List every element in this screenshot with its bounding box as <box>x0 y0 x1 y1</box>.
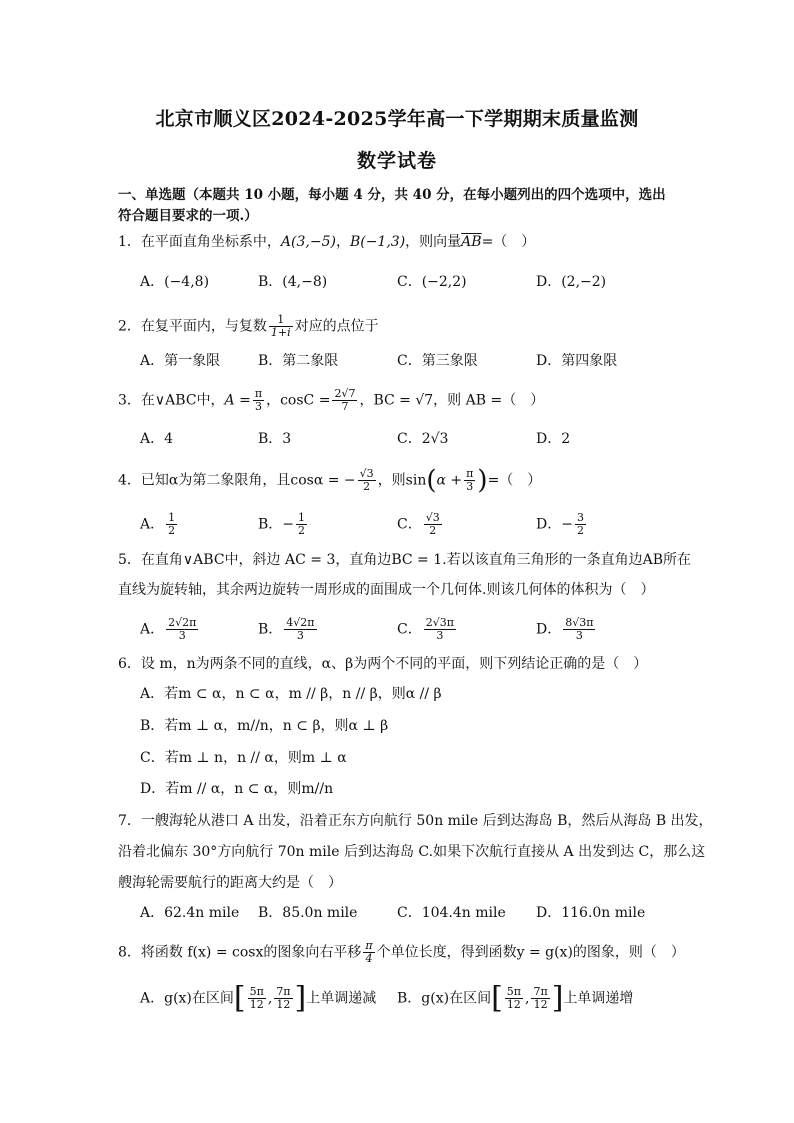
q2-option-a: A．第一象限 <box>140 353 221 369</box>
q7-option-c: C．104.4n mile <box>397 905 506 921</box>
q8-number: 8． <box>118 944 141 961</box>
q8-option-a <box>140 980 377 1016</box>
q8-shift-num: π <box>365 939 373 952</box>
q6-option-b: B．若m ⊥ α，m//n，n ⊂ β，则α ⊥ β <box>140 718 389 734</box>
q4-option-a-frac <box>166 512 177 537</box>
question-3 <box>118 388 544 413</box>
question-8 <box>118 940 685 965</box>
q4-option-a <box>140 512 179 537</box>
q5-number: 5． <box>118 552 141 568</box>
q4-option-c-den: 2 <box>429 524 437 537</box>
q1-option-a: A．(−4,8) <box>140 274 210 290</box>
q8-a-frac2 <box>274 986 292 1011</box>
q8-b-frac2 <box>531 986 549 1011</box>
q3-cond-bc: ，BC = √7 <box>359 392 434 409</box>
q5-option-a-label: A． <box>140 621 165 638</box>
q8-b-frac1 <box>505 986 523 1011</box>
q5-option-b-den: 3 <box>296 629 304 642</box>
question-4 <box>118 465 542 496</box>
q1-stem-post: =（ ） <box>481 234 536 250</box>
q8-stem-pre: 将函数 f(x) = cosx的图象向右平移 <box>140 944 362 961</box>
q8-b-n2: 7π <box>533 985 548 998</box>
question-5-line2: 直线为旋转轴，其余两边旋转一周形成的面围成一个几何体.则该几何体的体积为（ ） <box>118 582 655 598</box>
q3-frac-a-num: π <box>254 387 263 400</box>
question-5-line1 <box>118 550 691 570</box>
q8-b-sep: , <box>525 990 530 1007</box>
q1-option-b: B．(4,−8) <box>258 274 328 290</box>
q8-b-right-bracket: ] <box>551 980 564 1016</box>
q4-stem-pre: 已知α为第二象限角，且 <box>140 472 291 489</box>
q1-stem-mid: ，则向量 <box>405 234 462 250</box>
q3-option-d: D．2 <box>536 431 571 447</box>
q4-option-a-label: A． <box>140 516 165 533</box>
q4-cos-expr: cosα = − <box>290 472 356 489</box>
q8-a-d1: 12 <box>249 998 264 1011</box>
question-1: 1．在平面直角坐标系中，A(3,−5)，B(−1,3)，则向量$\overline{AB}=$（ ） <box>118 234 536 250</box>
q4-option-b-num: 1 <box>298 511 306 524</box>
q6-option-c: C．若m ⊥ n，n // α，则m ⊥ α <box>140 750 347 766</box>
q6-option-a: A．若m ⊂ α，n ⊂ α，m // β，n // β，则α // β <box>140 686 442 702</box>
q8-b-n1: 5π <box>506 985 522 998</box>
q4-sin-arg: α + <box>436 472 463 489</box>
q6-stem: 设 m，n为两条不同的直线，α、β为两个不同的平面，则下列结论正确的是（ ） <box>140 656 648 672</box>
q7-option-b: B．85.0n mile <box>258 905 358 921</box>
q4-option-d-frac <box>575 512 586 537</box>
q5-option-d <box>536 617 597 642</box>
q2-frac-num: 1 <box>269 314 293 327</box>
q1-option-c: C．(−2,2) <box>397 274 467 290</box>
q2-option-b: B．第二象限 <box>258 353 339 369</box>
q3-option-c: C．2√3 <box>397 431 449 447</box>
q4-option-b-den: 2 <box>298 524 306 537</box>
q8-option-b <box>397 980 634 1016</box>
q4-number: 4． <box>118 472 141 489</box>
q4-stem-mid: ，则sin <box>377 472 427 489</box>
q5-option-c-frac <box>424 617 456 642</box>
q1-number: 1． <box>118 234 141 250</box>
q6-number: 6． <box>118 656 141 672</box>
q5-option-c-num: 2√3π <box>425 616 454 629</box>
q5-option-b <box>258 617 319 642</box>
q4-option-a-num: 1 <box>168 511 176 524</box>
q4-stem-post: =（ ） <box>487 472 542 489</box>
q3-frac-c-den: 7 <box>341 400 349 413</box>
q8-option-b-post: 上单调递增 <box>563 990 634 1007</box>
question-7-line2: 沿着北偏东 30°方向航行 70n mile 后到达海岛 C.如果下次航行直接从 A 出发到达 C，那么这 <box>118 844 706 860</box>
q5-line1: 在直角∨ABC中，斜边 AC = 3，直角边BC = 1.若以该直角三角形的一条直角边AB所在 <box>140 552 691 568</box>
q1-point-a: A(3,−5) <box>280 234 336 250</box>
q2-frac-den: 1+i <box>270 326 291 339</box>
q4-option-c-frac <box>424 512 442 537</box>
q8-a-frac1 <box>248 986 266 1011</box>
q3-stem-pre: 在∨ABC中， <box>140 392 225 409</box>
q8-a-d2: 12 <box>276 998 291 1011</box>
q7-option-d: D．116.0n mile <box>536 905 646 921</box>
q8-a-n1: 5π <box>249 985 264 998</box>
q8-option-a-pre: A．g(x)在区间 <box>140 990 234 1007</box>
q3-cond-a: A = <box>224 392 251 409</box>
q2-fraction <box>269 314 293 339</box>
q5-option-b-label: B． <box>258 621 283 638</box>
question-6 <box>118 654 647 674</box>
q5-option-b-num: 4√2π <box>286 616 315 629</box>
q1-option-d: D．(2,−2) <box>536 274 607 290</box>
q4-option-b-label: B．− <box>258 516 295 533</box>
exam-subtitle: 数学试卷 <box>356 150 437 172</box>
q7-number: 7． <box>118 813 141 829</box>
q5-option-b-frac <box>284 617 316 642</box>
q4-option-c-num: √3 <box>425 511 440 524</box>
q5-option-c-den: 3 <box>436 629 444 642</box>
q8-b-left-bracket: [ <box>491 980 503 1016</box>
q3-stem-post: ，则 AB =（ ） <box>433 392 545 409</box>
q3-option-b: B．3 <box>258 431 292 447</box>
q7-line1: 一艘海轮从港口 A 出发，沿着正东方向航行 50n mile 后到达海岛 B，然后从海岛 B 出发， <box>140 813 713 829</box>
q5-option-a-frac <box>166 617 198 642</box>
q5-option-d-label: D． <box>536 621 562 638</box>
q3-frac-c <box>332 388 357 413</box>
q4-right-paren: ) <box>477 465 488 496</box>
q8-a-left-bracket: [ <box>233 980 246 1016</box>
q3-cond-c: ，cosC = <box>266 392 331 409</box>
q3-frac-a <box>253 388 264 413</box>
q4-option-a-den: 2 <box>168 524 176 537</box>
q2-option-c: C．第三象限 <box>397 353 478 369</box>
q1-vector: $\overline{AB}$ <box>461 234 482 250</box>
question-7-line1 <box>118 811 713 831</box>
q5-option-a-den: 3 <box>178 629 186 642</box>
q4-option-d <box>536 512 588 537</box>
q5-option-a-num: 2√2π <box>168 616 197 629</box>
question-2 <box>118 314 379 339</box>
q2-option-d: D．第四象限 <box>536 353 618 369</box>
section-heading-line2: 符合题目要求的一项.） <box>118 208 258 224</box>
q5-option-c <box>397 617 458 642</box>
exam-title: 北京市顺义区2024-2025学年高一下学期期末质量监测 <box>155 108 639 130</box>
q8-a-sep: , <box>267 990 273 1007</box>
q8-a-right-bracket: ] <box>294 980 307 1016</box>
q4-sin-frac <box>464 468 475 493</box>
q8-b-d1: 12 <box>506 998 521 1011</box>
q6-option-d: D．若m // α，n ⊂ α，则m//n <box>140 781 334 797</box>
q1-point-b: B(−1,3) <box>349 234 406 250</box>
q3-number: 3． <box>118 392 141 409</box>
q8-option-a-post: 上单调递减 <box>306 990 377 1007</box>
q5-option-a <box>140 617 200 642</box>
section-heading-line1: 一、单选题（本题共 10 小题，每小题 4 分，共 40 分，在每小题列出的四个选项中，选出 <box>118 187 666 203</box>
q4-option-c-label: C． <box>397 516 422 533</box>
q8-shift-den: 4 <box>365 952 373 965</box>
q8-option-b-pre: B．g(x)在区间 <box>397 990 492 1007</box>
q4-cos-frac <box>358 468 376 493</box>
q4-option-d-num: 3 <box>576 511 584 524</box>
q4-cos-num: √3 <box>359 467 374 480</box>
q3-frac-a-den: 3 <box>254 400 262 413</box>
q4-option-b-frac <box>296 512 307 537</box>
q5-option-c-label: C． <box>397 621 422 638</box>
q2-stem-pre: 在复平面内，与复数 <box>140 318 267 335</box>
q2-stem-post: 对应的点位于 <box>294 318 379 335</box>
q1-stem-pre: 在平面直角坐标系中， <box>140 234 281 250</box>
q8-shift-frac <box>363 940 374 965</box>
question-7-line3: 艘海轮需要航行的距离大约是（ ） <box>118 875 342 891</box>
q4-sin-num: π <box>466 467 474 480</box>
q7-option-a: A．62.4n mile <box>140 905 240 921</box>
q8-a-n2: 7π <box>276 985 291 998</box>
q3-option-a: A．4 <box>140 431 174 447</box>
q4-option-d-label: D．− <box>536 516 573 533</box>
q4-cos-den: 2 <box>363 480 371 493</box>
q2-number: 2． <box>118 318 141 335</box>
q4-option-c <box>397 512 444 537</box>
q5-option-d-frac <box>563 617 595 642</box>
q5-option-d-den: 3 <box>575 629 583 642</box>
q4-option-b <box>258 512 309 537</box>
q3-frac-c-num: 2√7 <box>334 387 356 400</box>
q5-option-d-num: 8√3π <box>565 616 594 629</box>
q8-stem-post: 个单位长度，得到函数y = g(x)的图象，则（ ） <box>376 944 685 961</box>
q4-sin-den: 3 <box>466 480 474 493</box>
q8-b-d2: 12 <box>533 998 548 1011</box>
q4-left-paren: ( <box>426 465 437 496</box>
q4-option-d-den: 2 <box>576 524 584 537</box>
